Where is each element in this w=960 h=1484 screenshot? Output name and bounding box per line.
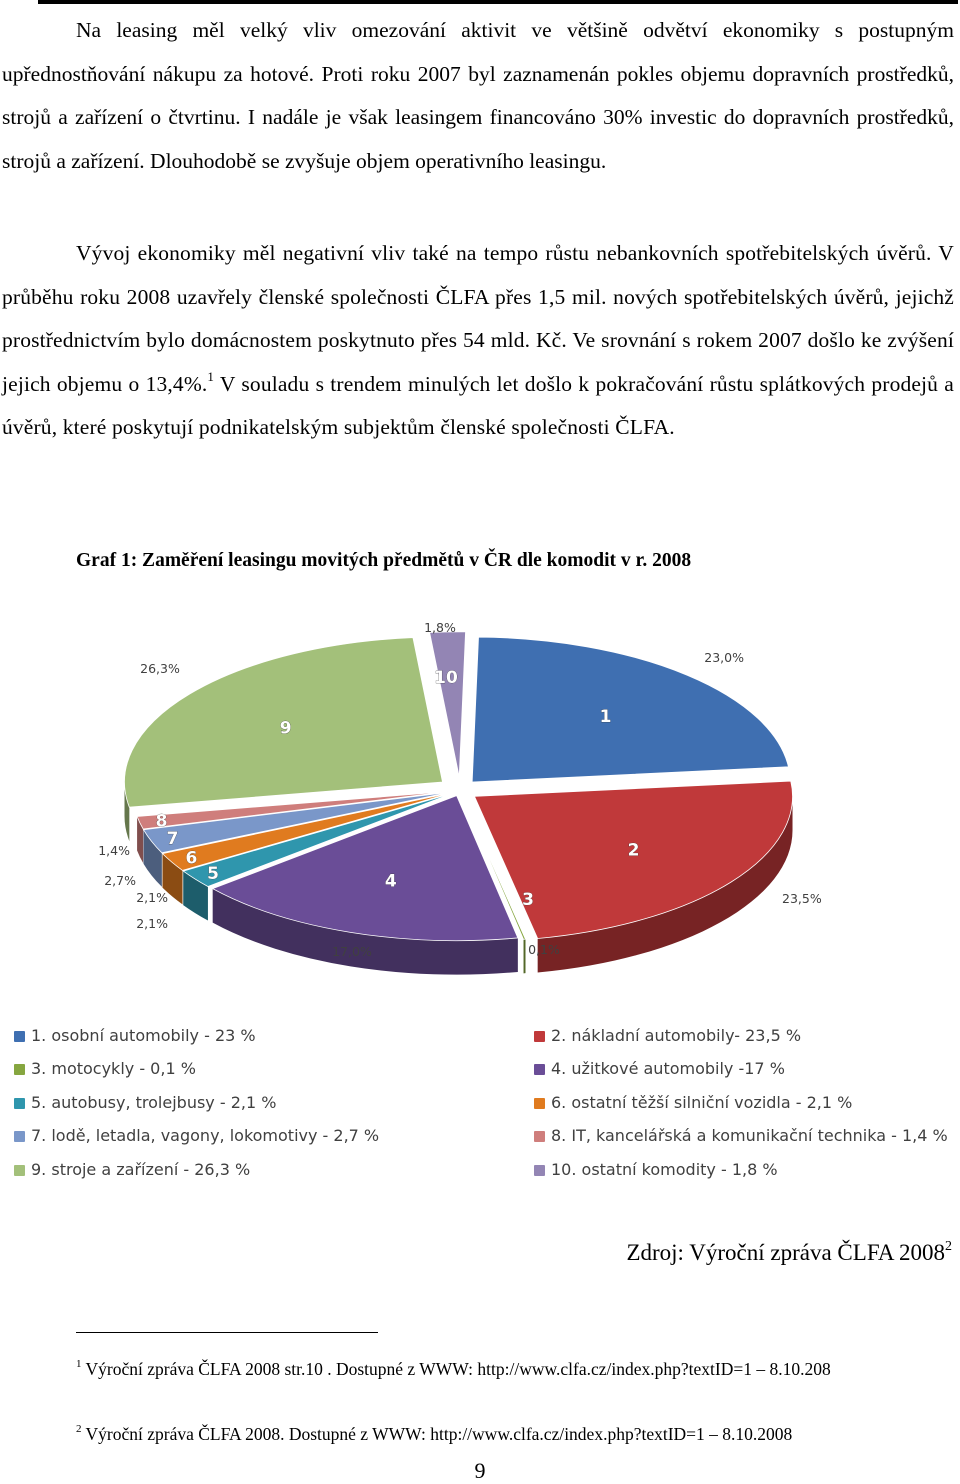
top-rule xyxy=(38,0,958,4)
legend-swatch-10 xyxy=(534,1165,545,1176)
pie-slice-label-2: 23,5% xyxy=(782,891,822,906)
footnote-ref-1[interactable]: 1 xyxy=(207,368,215,384)
pie-slice-number-4: 4 xyxy=(384,871,397,892)
chart-caption: Graf 1: Zaměření leasingu movitých předmětů v ČR dle komodit v r. 2008 xyxy=(76,550,692,571)
legend-label-10: 10. ostatní komodity - 1,8 % xyxy=(551,1160,778,1179)
pie-slice-label-8: 1,4% xyxy=(98,843,130,858)
footnote-1-text: Výroční zpráva ČLFA 2008 str.10 . Dostupné z WWW: http://www.clfa.cz/index.php?textID=1 – 8.10.208 xyxy=(85,1359,831,1379)
legend-swatch-9 xyxy=(14,1165,25,1176)
paragraph-consumer-credit-text-2: V souladu s trendem minulých let došlo k pokračování růstu splátkových prodejů a úvěrů, které poskytují podnikatelským subjektům členské společnosti ČLFA. xyxy=(2,371,954,440)
legend-item-3 xyxy=(14,1057,196,1081)
legend-item-6 xyxy=(534,1091,852,1115)
legend-label-2: 2. nákladní automobily- 23,5 % xyxy=(551,1026,802,1045)
footnote-1-number: 1 xyxy=(76,1358,82,1370)
paragraph-leasing: Na leasing měl velký vliv omezování aktivit ve většině odvětví ekonomiky s postupným upřednostňování nákupu za hotové. Proti roku 2007 byl zaznamenán pokles objemu dopravních prostředků, strojů a zařízení o čtvrtinu. I nadále je však leasingem financováno 30% investic do dopravních prostředků, strojů a zařízení. Dlouhodobě se zvyšuje objem operativního leasingu. xyxy=(2,18,954,173)
legend-swatch-4 xyxy=(534,1064,545,1075)
footnote-2 xyxy=(76,1424,792,1445)
pie-slice-number-7: 7 xyxy=(166,828,179,849)
pie-slice-label-9: 26,3% xyxy=(140,661,180,676)
legend-label-3: 3. motocykly - 0,1 % xyxy=(31,1059,196,1078)
pie-slice-number-1: 1 xyxy=(599,706,612,727)
legend-label-1: 1. osobní automobily - 23 % xyxy=(31,1026,256,1045)
pie-slice-label-5: 2,1% xyxy=(136,916,168,931)
page-number: 9 xyxy=(474,1458,486,1483)
legend-swatch-5 xyxy=(14,1098,25,1109)
pie-chart xyxy=(0,610,960,990)
footnote-2-text: Výroční zpráva ČLFA 2008. Dostupné z WWW: http://www.clfa.cz/index.php?textID=1 – 8.10.2008 xyxy=(85,1424,793,1444)
footnote-ref-2[interactable]: 2 xyxy=(945,1239,952,1254)
chart-source-text: Zdroj: Výroční zpráva ČLFA 2008 xyxy=(626,1240,945,1265)
legend-label-6: 6. ostatní těžší silniční vozidla - 2,1 % xyxy=(551,1093,853,1112)
chart-source xyxy=(626,1240,952,1266)
pie-slice-2 xyxy=(475,781,793,972)
legend-label-5: 5. autobusy, trolejbusy - 2,1 % xyxy=(31,1093,277,1112)
pie-slice-label-4: 17,0% xyxy=(332,944,372,959)
legend-swatch-6 xyxy=(534,1098,545,1109)
pie-slice-number-3: 3 xyxy=(522,890,534,910)
footnote-1 xyxy=(76,1359,831,1380)
paragraph-consumer-credit xyxy=(2,232,954,450)
legend-item-10 xyxy=(534,1158,778,1182)
legend-item-9 xyxy=(14,1158,250,1182)
footnote-2-number: 2 xyxy=(76,1423,82,1435)
legend-item-5 xyxy=(14,1091,276,1115)
footnote-separator xyxy=(76,1332,378,1333)
legend-label-9: 9. stroje a zařízení - 26,3 % xyxy=(31,1160,251,1179)
pie-slice-number-5: 5 xyxy=(207,864,219,885)
legend-swatch-7 xyxy=(14,1131,25,1142)
pie-slice-label-7: 2,7% xyxy=(104,873,136,888)
pie-slice-label-10: 1,8% xyxy=(424,620,456,635)
legend-label-4: 4. užitkové automobily -17 % xyxy=(551,1059,785,1078)
pie-slice-number-9: 9 xyxy=(279,718,292,739)
pie-slice-3-side xyxy=(524,939,526,973)
pie-slice-number-2: 2 xyxy=(627,840,640,861)
paragraph-consumer-credit-text: Vývoj ekonomiky měl negativní vliv také na tempo růstu nebankovních spotřebitelských úvěrů. V průběhu roku 2008 uzavřely členské společnosti ČLFA přes 1,5 mil. nových spotřebitelských úvěrů, jejichž prostřednictvím bylo domácnostem poskytnuto přes 54 mld. Kč. Ve srovnání s rokem 2007 došlo ke zvýšení jejich objemu o 13,4%. xyxy=(2,241,954,396)
legend-swatch-2 xyxy=(534,1031,545,1042)
legend-item-2 xyxy=(534,1024,801,1048)
legend-item-4 xyxy=(534,1057,785,1081)
legend-label-7: 7. lodě, letadla, vagony, lokomotivy - 2,7 % xyxy=(31,1126,380,1145)
legend-swatch-3 xyxy=(14,1064,25,1075)
legend-item-8 xyxy=(534,1124,948,1148)
legend-item-1 xyxy=(14,1024,256,1048)
pie-slice-number-10: 10 xyxy=(434,668,458,688)
pie-slice-number-6: 6 xyxy=(185,848,198,869)
pie-slice-label-6: 2,1% xyxy=(136,890,168,905)
pie-slice-number-8: 8 xyxy=(155,811,168,832)
legend-label-8: 8. IT, kancelářská a komunikační technika - 1,4 % xyxy=(551,1126,948,1145)
pie-slice-label-3: 0,1% xyxy=(528,942,560,957)
legend-swatch-1 xyxy=(14,1031,25,1042)
pie-slice-label-1: 23,0% xyxy=(704,650,744,665)
legend-swatch-8 xyxy=(534,1131,545,1142)
legend-item-7 xyxy=(14,1124,379,1148)
